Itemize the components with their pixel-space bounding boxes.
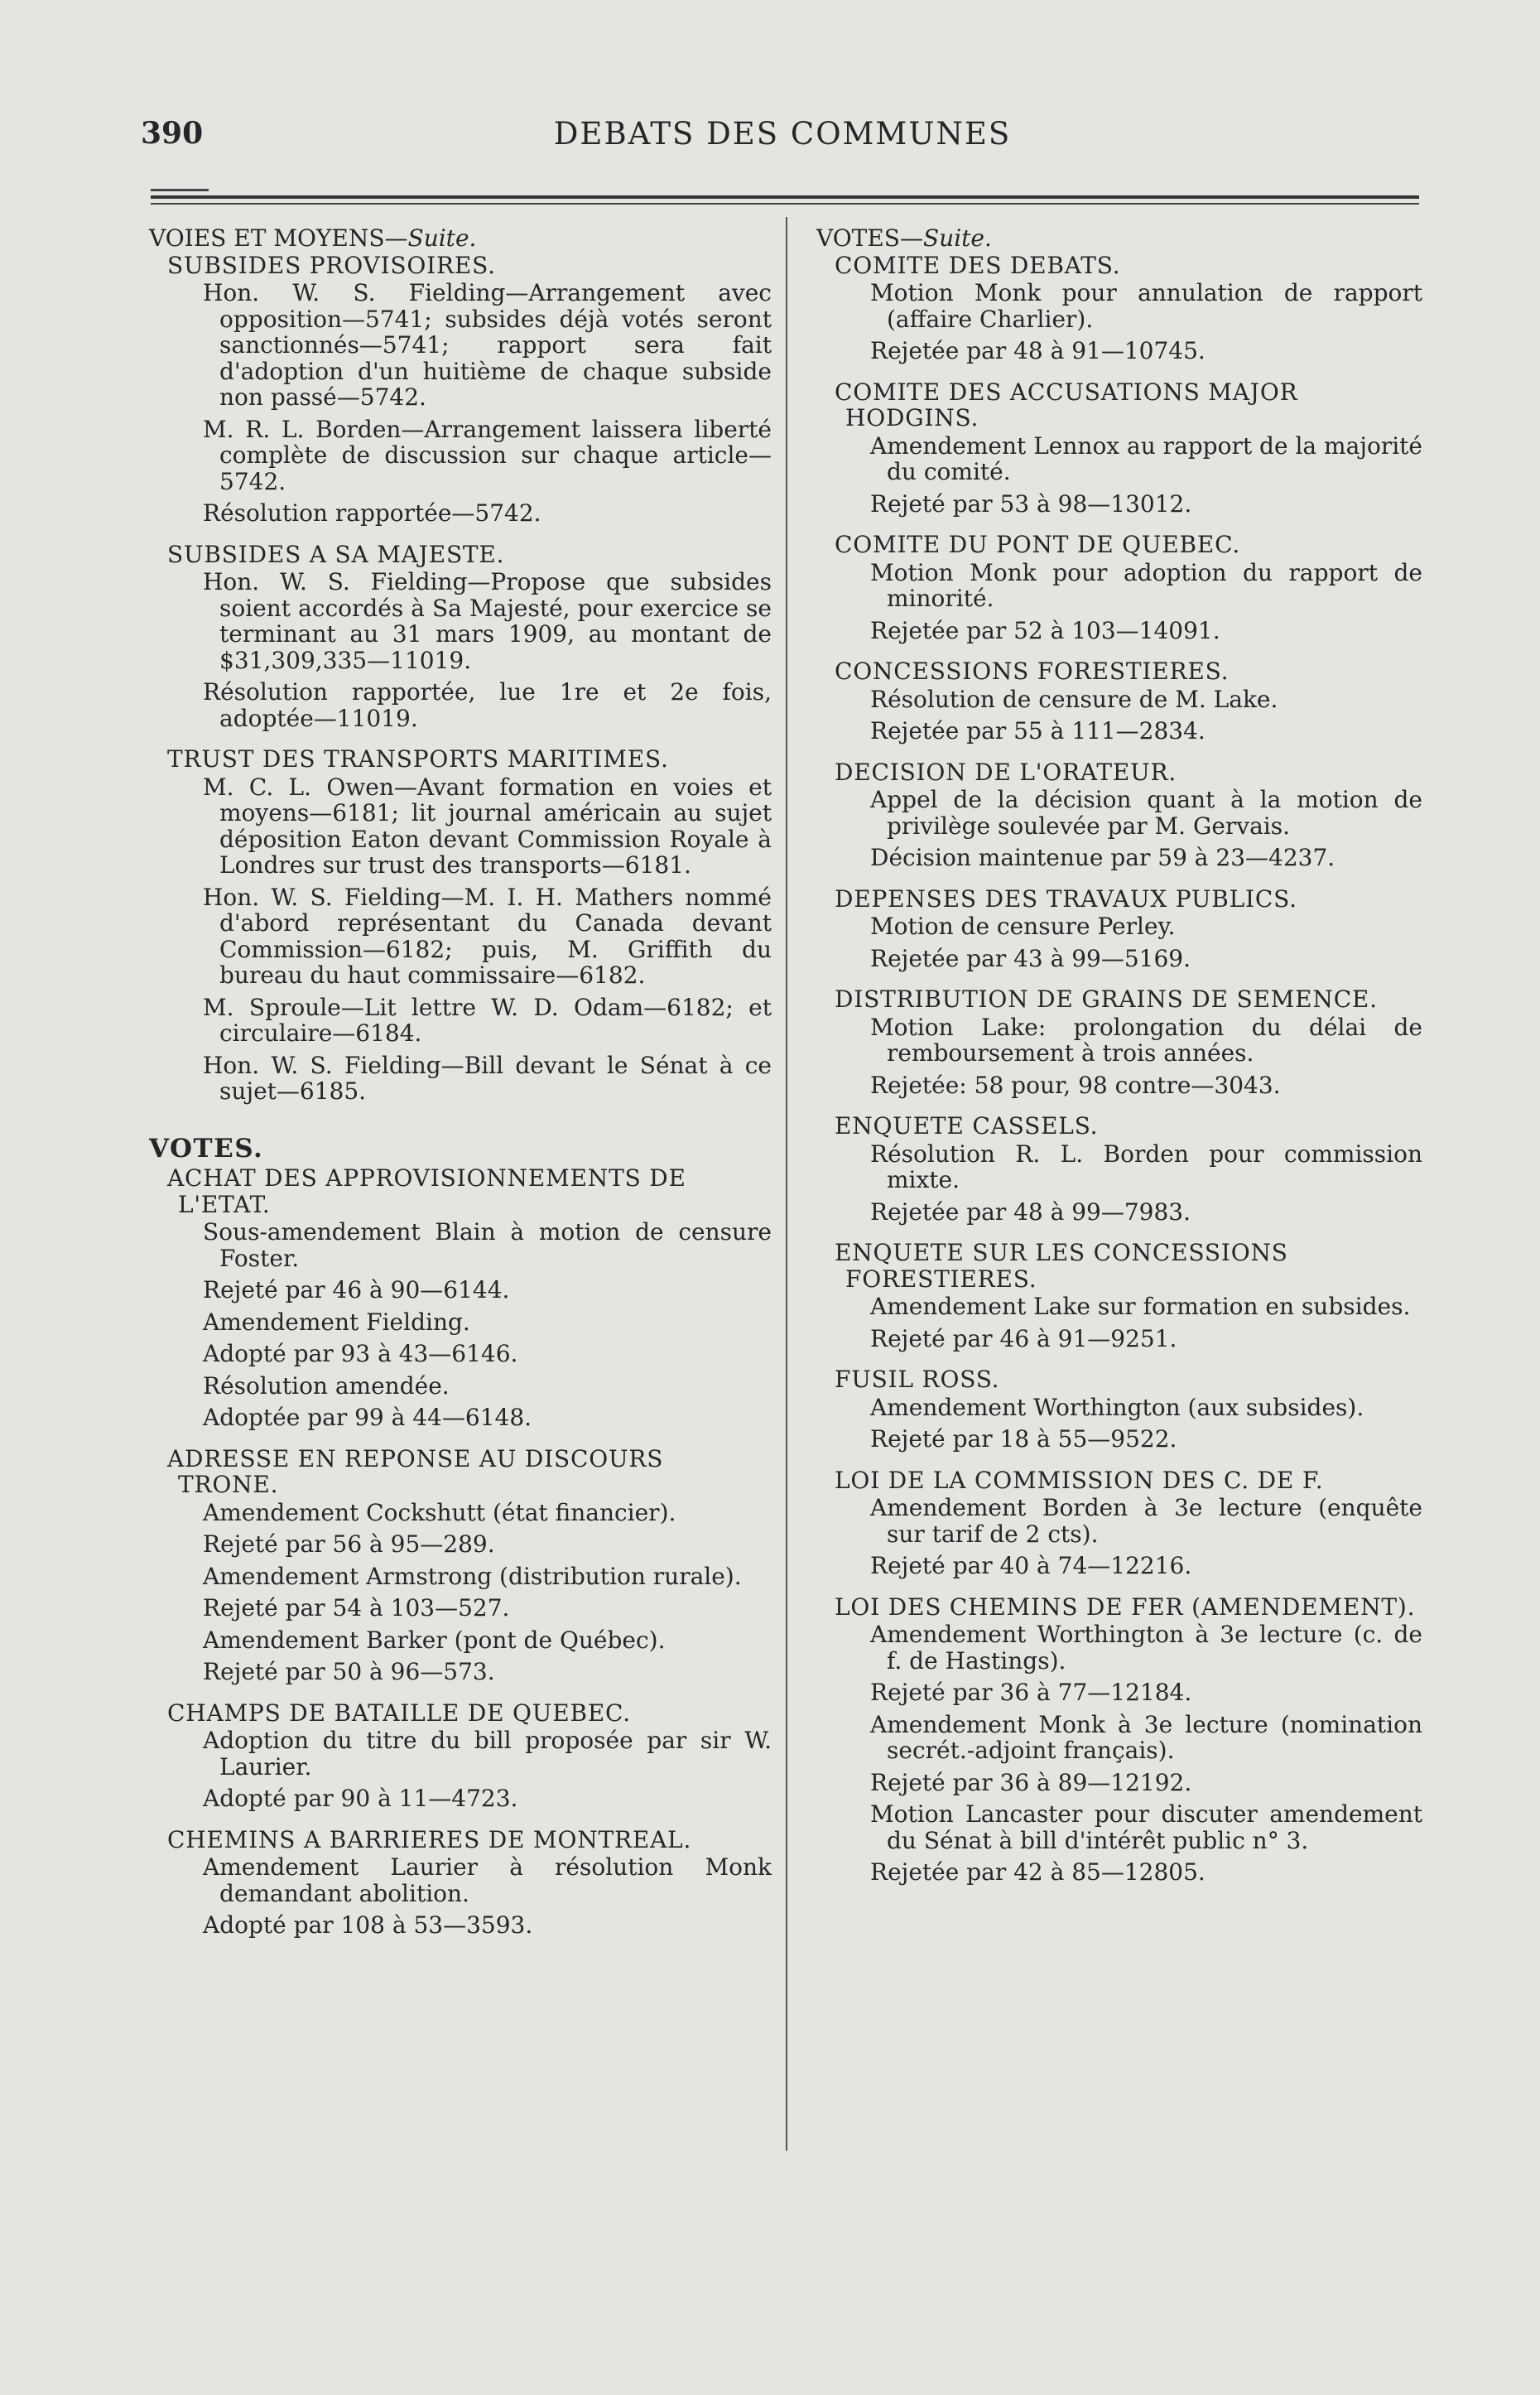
entry: M. C. L. Owen—Avant formation en voies et moyens—6181; lit journal américain au sujet déposition Eaton devant Commission Royale à Londres sur trust des transports—6181. bbox=[203, 773, 772, 879]
entry: Résolution amendée. bbox=[203, 1371, 450, 1400]
section bbox=[149, 253, 772, 527]
section-title: LOI DES CHEMINS DE FER (AMENDEMENT). bbox=[835, 1593, 1416, 1621]
section bbox=[816, 532, 1422, 643]
entry: Hon. W. S. Fielding—M. I. H. Mathers nommé d'abord représentant du Canada devant Commission—6182; puis, M. Griffith du bureau du haut commissaire—6182. bbox=[203, 883, 772, 989]
left-column-heading bbox=[149, 225, 772, 252]
votes-heading: VOTES. bbox=[149, 1133, 264, 1164]
section-title: CHAMPS DE BATAILLE DE QUEBEC. bbox=[167, 1699, 631, 1727]
section-title: COMITE DES DEBATS. bbox=[835, 251, 1121, 279]
entry: M. Sproule—Lit lettre W. D. Odam—6182; et circulaire—6184. bbox=[203, 993, 772, 1047]
entry: Rejeté par 36 à 77—12184. bbox=[870, 1679, 1192, 1706]
entry: Amendement Armstrong (distribution rurale). bbox=[203, 1562, 742, 1590]
entry: Amendement Fielding. bbox=[203, 1308, 470, 1336]
section-title: ADRESSE EN REPONSE AU DISCOURS TRONE. bbox=[167, 1444, 664, 1498]
section-title: DECISION DE L'ORATEUR. bbox=[835, 758, 1177, 786]
entry: Motion Monk pour annulation de rapport (affaire Charlier). bbox=[870, 279, 1422, 333]
heading-suite: Suite. bbox=[922, 224, 992, 252]
entry: Hon. W. S. Fielding—Bill devant le Sénat à ce sujet—6185. bbox=[203, 1051, 772, 1105]
section-title: ENQUETE CASSELS. bbox=[835, 1112, 1099, 1140]
entry: Motion de censure Perley. bbox=[870, 913, 1176, 940]
entry: Motion Monk pour adoption du rapport de minorité. bbox=[870, 558, 1422, 612]
left-column bbox=[149, 225, 772, 1939]
heading-suite: Suite. bbox=[407, 224, 477, 252]
section bbox=[816, 1113, 1422, 1225]
section-title: ENQUETE SUR LES CONCESSIONS FORESTIERES. bbox=[835, 1239, 1288, 1293]
entry: Rejeté par 46 à 91—9251. bbox=[870, 1324, 1177, 1352]
entry: Résolution rapportée, lue 1re et 2e fois, adoptée—11019. bbox=[203, 678, 772, 732]
entry: Adoption du titre du bill proposée par sir W. Laurier. bbox=[203, 1727, 772, 1781]
left-votes-sections bbox=[149, 1165, 772, 1939]
section-title: SUBSIDES A SA MAJESTE. bbox=[167, 540, 505, 568]
section bbox=[149, 746, 772, 1105]
section bbox=[816, 379, 1422, 518]
section bbox=[149, 1446, 772, 1685]
entry: Rejetée: 58 pour, 98 contre—3043. bbox=[870, 1071, 1281, 1099]
section-title: SUBSIDES PROVISOIRES. bbox=[167, 251, 496, 279]
section bbox=[816, 253, 1422, 364]
entry: Rejetée par 55 à 111—2834. bbox=[870, 717, 1206, 745]
page-number: 390 bbox=[141, 116, 204, 151]
entry: Rejeté par 56 à 95—289. bbox=[203, 1530, 495, 1558]
entry: Rejeté par 53 à 98—13012. bbox=[870, 489, 1192, 518]
entry: Motion Lake: prolongation du délai de remboursement à trois années. bbox=[870, 1013, 1422, 1067]
section-title: COMITE DU PONT DE QUEBEC. bbox=[835, 531, 1241, 558]
section bbox=[816, 886, 1422, 972]
section-title: TRUST DES TRANSPORTS MARITIMES. bbox=[167, 745, 669, 773]
right-column bbox=[816, 225, 1422, 1886]
entry: Amendement Worthington (aux subsides). bbox=[870, 1393, 1364, 1421]
entry: Résolution rapportée—5742. bbox=[203, 499, 541, 527]
entry: Rejetée par 48 à 91—10745. bbox=[870, 337, 1206, 364]
entry: Résolution R. L. Borden pour commission mixte. bbox=[870, 1140, 1422, 1193]
section bbox=[816, 658, 1422, 745]
header-rule-thick bbox=[151, 195, 1419, 199]
entry: Rejeté par 50 à 96—573. bbox=[203, 1658, 495, 1685]
entry: Rejeté par 40 à 74—12216. bbox=[870, 1552, 1192, 1579]
entry: Amendement Cockshutt (état financier). bbox=[203, 1498, 676, 1526]
entry: M. R. L. Borden—Arrangement laissera liberté complète de discussion sur chaque article—5742. bbox=[203, 415, 772, 495]
section bbox=[816, 1240, 1422, 1352]
entry: Rejetée par 43 à 99—5169. bbox=[870, 944, 1191, 972]
entry: Motion Lancaster pour discuter amendement du Sénat à bill d'intérêt public n° 3. bbox=[870, 1800, 1422, 1854]
entry: Amendement Laurier à résolution Monk demandant abolition. bbox=[203, 1853, 772, 1907]
entry: Adopté par 90 à 11—4723. bbox=[203, 1785, 518, 1812]
section-title: CHEMINS A BARRIERES DE MONTREAL. bbox=[167, 1825, 692, 1853]
entry: Rejetée par 48 à 99—7983. bbox=[870, 1198, 1191, 1226]
left-sections bbox=[149, 253, 772, 1105]
section bbox=[149, 542, 772, 732]
section bbox=[149, 1700, 772, 1812]
section bbox=[149, 1827, 772, 1939]
entry: Rejeté par 46 à 90—6144. bbox=[203, 1276, 510, 1304]
entry: Sous-amendement Blain à motion de censure Foster. bbox=[203, 1218, 772, 1272]
heading-main: VOTES— bbox=[816, 224, 923, 252]
section-title: DISTRIBUTION DE GRAINS DE SEMENCE. bbox=[835, 985, 1378, 1013]
section-title: LOI DE LA COMMISSION DES C. DE F. bbox=[835, 1466, 1324, 1494]
entry: Amendement Lake sur formation en subsides. bbox=[870, 1293, 1411, 1320]
header-rule-short bbox=[151, 189, 209, 191]
entry: Rejeté par 36 à 89—12192. bbox=[870, 1768, 1192, 1796]
header-rule-thin bbox=[151, 203, 1419, 205]
entry: Amendement Borden à 3e lecture (enquête sur tarif de 2 cts). bbox=[870, 1494, 1422, 1548]
entry: Décision maintenue par 59 à 23—4237. bbox=[870, 844, 1335, 871]
entry: Amendement Lennox au rapport de la majorité du comité. bbox=[870, 431, 1422, 485]
section bbox=[816, 1594, 1422, 1886]
entry: Adoptée par 99 à 44—6148. bbox=[203, 1404, 532, 1431]
entry: Hon. W. S. Fielding—Propose que subsides soient accordés à Sa Majesté, pour exercice se terminant au 31 mars 1909, au montant de $31,309,335—11019. bbox=[203, 568, 772, 674]
section bbox=[816, 1467, 1422, 1579]
entry: Résolution de censure de M. Lake. bbox=[870, 685, 1278, 713]
heading-main: VOIES ET MOYENS— bbox=[149, 224, 408, 252]
section-title: FUSIL ROSS. bbox=[835, 1366, 1000, 1393]
entry: Rejetée par 52 à 103—14091. bbox=[870, 616, 1220, 644]
page-header bbox=[141, 116, 1424, 166]
entry: Rejeté par 54 à 103—527. bbox=[203, 1594, 510, 1622]
entry: Amendement Monk à 3e lecture (nomination secrét.-adjoint français). bbox=[870, 1710, 1422, 1764]
entry: Hon. W. S. Fielding—Arrangement avec opposition—5741; subsides déjà votés seront sanctionnés—5741; rapport sera fait d'adoption d'un huitième de chaque subside non passé—5742. bbox=[203, 279, 772, 411]
section-title: ACHAT DES APPROVISIONNEMENTS DE L'ETAT. bbox=[167, 1164, 686, 1218]
section-title: COMITE DES ACCUSATIONS MAJOR HODGINS. bbox=[835, 378, 1298, 431]
entry: Adopté par 108 à 53—3593. bbox=[203, 1911, 533, 1939]
section bbox=[816, 1366, 1422, 1453]
entry: Amendement Barker (pont de Québec). bbox=[203, 1626, 666, 1654]
section bbox=[149, 1165, 772, 1431]
entry: Appel de la décision quant à la motion de privilège soulevée par M. Gervais. bbox=[870, 786, 1422, 840]
section bbox=[816, 986, 1422, 1098]
page-title: DEBATS DES COMMUNES bbox=[553, 116, 1012, 152]
entry: Rejetée par 42 à 85—12805. bbox=[870, 1858, 1206, 1886]
column-divider bbox=[786, 217, 787, 2151]
entry: Amendement Worthington à 3e lecture (c. de f. de Hastings). bbox=[870, 1621, 1422, 1675]
section-title: DEPENSES DES TRAVAUX PUBLICS. bbox=[835, 884, 1297, 913]
section bbox=[816, 759, 1422, 871]
entry: Adopté par 93 à 43—6146. bbox=[203, 1340, 518, 1367]
right-sections bbox=[816, 253, 1422, 1886]
right-column-heading bbox=[816, 225, 1422, 252]
entry: Rejeté par 18 à 55—9522. bbox=[870, 1425, 1177, 1453]
section-title: CONCESSIONS FORESTIERES. bbox=[835, 658, 1230, 685]
